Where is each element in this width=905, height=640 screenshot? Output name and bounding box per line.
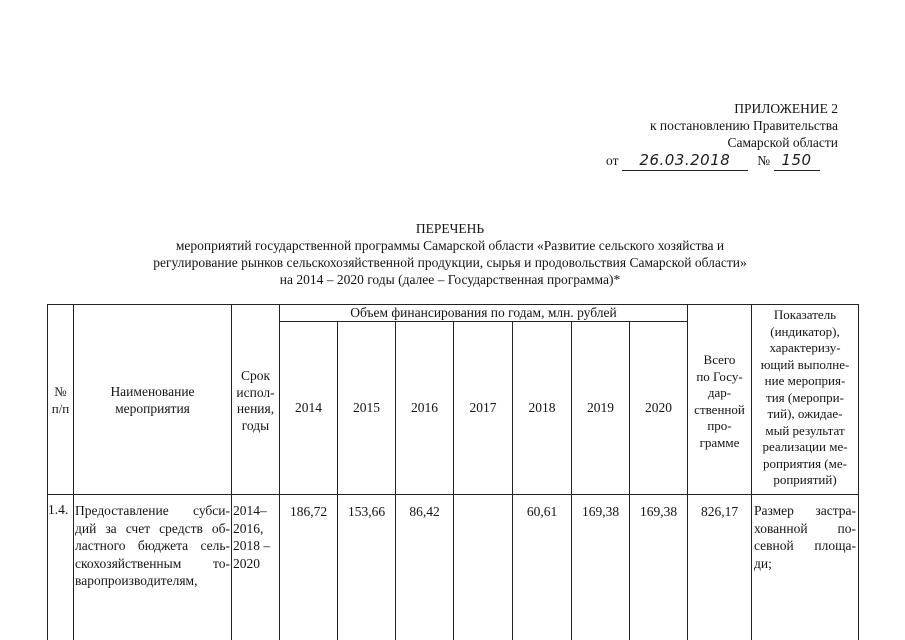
document-heading: ПЕРЕЧЕНЬ — [415, 221, 485, 236]
row-value-2015: 153,66 — [347, 504, 386, 519]
col-name-header: Наименование мероприятия — [110, 384, 195, 416]
number-prefix: № — [757, 153, 771, 168]
row-value-2020: 169,38 — [639, 504, 678, 519]
title-line-1: мероприятий государственной программы Самарской области «Развитие сельского хозяйства и — [175, 238, 725, 253]
year-2018-header: 2018 — [528, 400, 556, 415]
year-2020-header: 2020 — [645, 400, 672, 415]
col-indicator-header: Показатель (индикатор), характеризу- ющий выполне- ние мероприя- тия (меропри- тий), ожидае- мый результат реализации ме- роприятия (ме- роприятий) — [760, 307, 850, 487]
row-number: 1.4. — [48, 502, 69, 517]
title-line-3: на 2014 – 2020 годы (далее – Государственная программа)* — [279, 272, 621, 287]
row-term: 2014– 2016, 2018 – 2020 — [233, 503, 271, 571]
appendix-label: ПРИЛОЖЕНИЕ 2 — [734, 101, 838, 116]
year-2017-header: 2017 — [469, 400, 497, 415]
resolution-line: к постановлению Правительства — [649, 118, 838, 133]
title-line-2: регулирование рынков сельскохозяйственной продукции, сырья и продовольствия Самарской области» — [153, 255, 747, 270]
region-line: Самарской области — [727, 135, 838, 150]
year-2016-header: 2016 — [411, 400, 438, 415]
row-value-2018: 60,61 — [526, 504, 558, 519]
year-2019-header: 2019 — [587, 400, 614, 415]
row-value-total: 826,17 — [700, 504, 739, 519]
col-number-header: № п/п — [51, 384, 70, 416]
year-2014-header: 2014 — [295, 400, 322, 415]
row-value-2014: 186,72 — [289, 504, 328, 519]
date-number-line — [606, 150, 820, 171]
row-value-2019: 169,38 — [581, 504, 620, 519]
row-measure-name: Предоставление субси- дий за счет средств об- ластного бюджета сель- скохозяйственным то- варопроизводителям, — [75, 503, 230, 588]
col-total-header: Всего по Госу- дар- ственной про- грамме — [694, 352, 745, 450]
date-value: 26.03.2018 — [622, 150, 748, 171]
year-2015-header: 2015 — [353, 400, 380, 415]
number-value: 150 — [774, 150, 820, 171]
col-term-header: Срок испол- нения, годы — [236, 368, 275, 433]
row-indicator: Размер застра- хованной по- севной площа- ди; — [754, 503, 856, 571]
row-value-2016: 86,42 — [409, 504, 440, 519]
date-prefix: от — [606, 153, 619, 168]
funding-header: Объем финансирования по годам, млн. рублей — [350, 305, 617, 320]
